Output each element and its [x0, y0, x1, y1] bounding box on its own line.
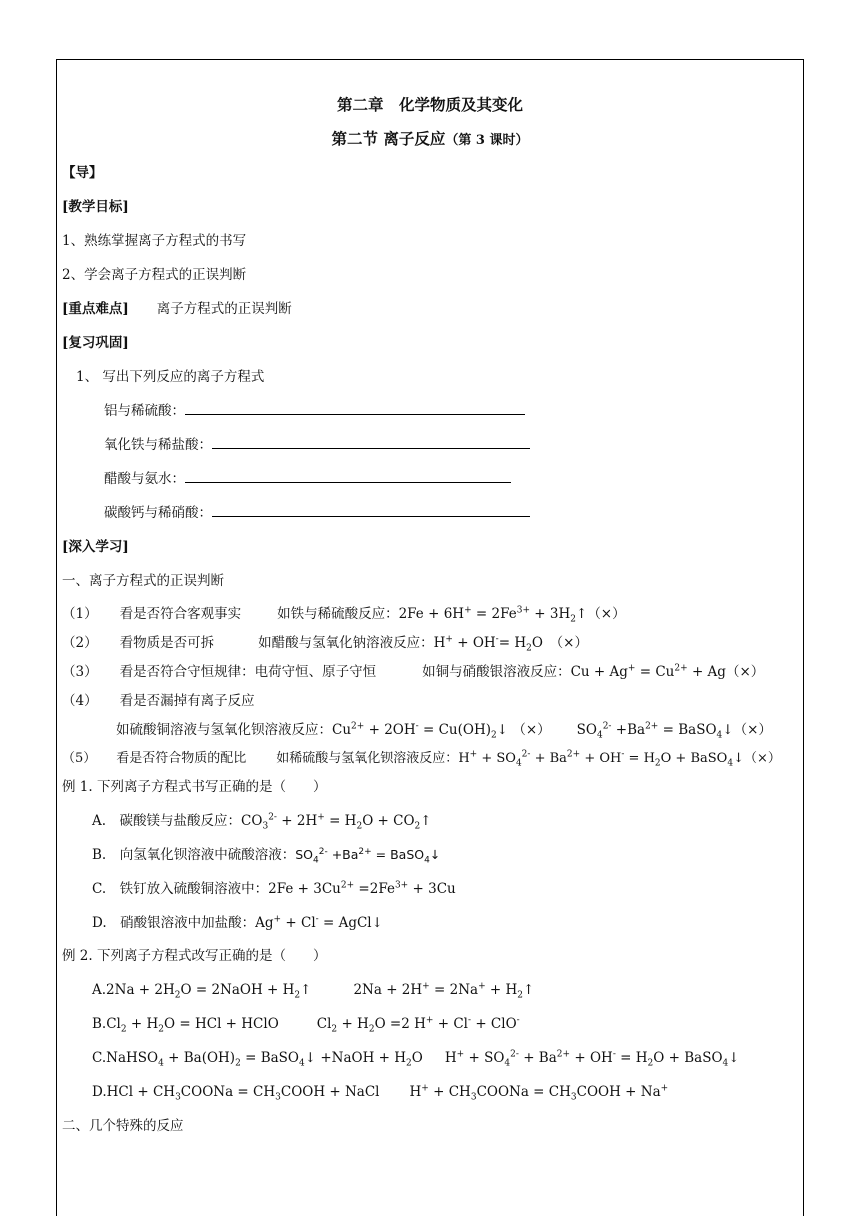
rule-example: 如硫酸铜溶液与氢氧化钡溶液反应：$Cu^{2+} + 2OH^-$ = $Cu(OH)_2↓$ （×） $SO_4^{2-} +Ba^{2+}$ = BaSO$_4$↓（×） [116, 721, 772, 741]
option-b[interactable]: B. 向氢氧化钡溶液中硫酸溶液：$SO_4^{2-} +Ba^{2+}$ = BaSO$_4$↓ [92, 846, 441, 866]
answer-blank[interactable] [212, 504, 530, 517]
review-item: 铝与稀硫酸： [104, 402, 525, 420]
section-2-heading: 二、几个特殊的反应 [62, 1118, 184, 1134]
option-d[interactable]: $D.HCl + CH_3COONa$ = $CH_3COOH$ + NaCl $H^+ + CH_3COONa$ = $CH_3COOH + Na^+$ [92, 1083, 669, 1103]
example-1-question: 例 1. 下列离子方程式书写正确的是（ ） [62, 779, 327, 795]
section-title: 第二节 离子反应（第 3 课时） [331, 129, 529, 148]
review-item: 碳酸钙与稀硝酸： [104, 504, 530, 522]
goals-heading: [教学目标] [62, 199, 129, 215]
review-item: 醋酸与氨水： [104, 470, 511, 488]
deep-heading: [深入学习] [62, 539, 129, 555]
goal-item: 1、熟练掌握离子方程式的书写 [62, 233, 247, 249]
rule-item: （1） 看是否符合客观事实 如铁与稀硫酸反应：$2Fe + 6H^+ = 2Fe^{3+}$ + $3H_2↑(\times)$ [62, 605, 626, 625]
option-a[interactable]: $A.2Na + 2H_2O$ = 2NaOH + $H_2↑$ $2Na + 2H^+ = 2Na^+ + H_2↑$ [92, 981, 535, 1001]
answer-blank[interactable] [185, 470, 511, 483]
rule-item: （4） 看是否漏掉有离子反应 [62, 693, 255, 709]
option-c[interactable]: C. 铁钉放入硫酸铜溶液中：$2Fe + 3Cu^{2+} =2Fe^{3+} + 3Cu$ [92, 880, 456, 897]
key-point: [重点难点] 离子方程式的正误判断 [62, 301, 292, 317]
option-b[interactable]: $B.Cl_2 + H_2O$ = HCl + HClO $Cl_2 + H_2O =2$ H+ + Cl- + ClO- [92, 1015, 520, 1035]
option-c[interactable]: C.NaHSO$_4$ + $Ba(OH)_2$ = BaSO$_4$↓ +NaOH + $H_2O$ $H^+ + SO_4^{2-} + Ba^{2+} + OH^- = H_2O$ + BaSO$_4$↓ [92, 1049, 740, 1069]
option-d[interactable]: D. 硝酸银溶液中加盐酸：Ag+ + Cl- = AgCl↓ [92, 914, 383, 931]
goal-item: 2、学会离子方程式的正误判断 [62, 267, 247, 283]
option-a[interactable]: A. 碳酸镁与盐酸反应：$CO_3^{2-} + 2H^+ = H_2O$ + $CO_2↑$ [92, 812, 432, 832]
answer-blank[interactable] [212, 436, 530, 449]
example-2-question: 例 2. 下列离子方程式改写正确的是（ ） [62, 948, 327, 964]
review-heading: [复习巩固] [62, 335, 129, 351]
rule-item: （5） 看是否符合物质的配比 如稀硫酸与氢氧化钡溶液反应：$H^+ + SO_4^{2-} + Ba^{2+} + OH^- = H_2O$ + BaSO$_4$↓（×） [62, 749, 781, 769]
review-question: 1、 写出下列反应的离子方程式 [76, 369, 265, 385]
chapter-title: 第二章 化学物质及其变化 [336, 95, 523, 114]
guide-heading: 【导】 [62, 165, 103, 181]
answer-blank[interactable] [185, 402, 525, 415]
section-1-heading: 一、离子方程式的正误判断 [62, 573, 224, 589]
rule-item: （3） 看是否符合守恒规律：电荷守恒、原子守恒 如铜与硝酸银溶液反应：$Cu + Ag^+ = Cu^{2+} + Ag(\times)$ [62, 663, 765, 680]
review-item: 氧化铁与稀盐酸： [104, 436, 530, 454]
rule-item: （2） 看物质是否可拆 如醋酸与氢氧化钠溶液反应：$H^+ + OH^-= H_2O$ （×） [62, 634, 588, 654]
